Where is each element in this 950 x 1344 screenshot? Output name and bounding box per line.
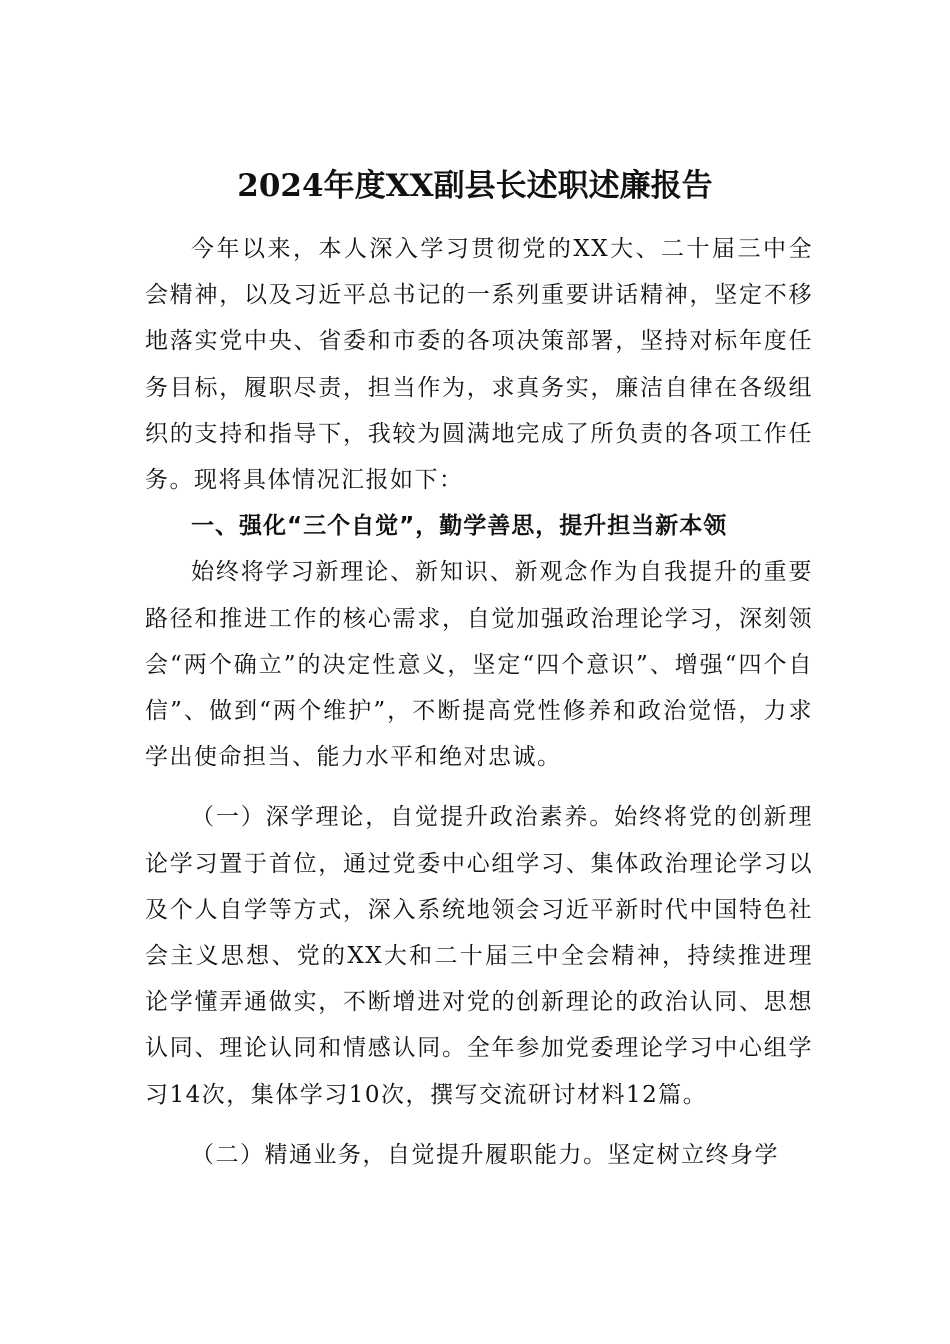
intro-paragraph: 今年以来，本人深入学习贯彻党的XX大、二十届三中全会精神，以及习近平总书记的一系列重要讲话精神，坚定不移地落实党中央、省委和市委的各项决策部署，坚持对标年度任务目标，履职尽责，担当作为，求真务实，廉洁自律在各级组织的支持和指导下，我较为圆满地完成了所负责的各项工作任务。现将具体情况汇报如下： xyxy=(145,236,813,494)
subsection-1-text: 始终将党的创新理论学习置于首位，通过党委中心组学习、集体政治理论学习以及个人自学等方式，深入系统地领会习近平新时代中国特色社会主义思想、党的XX大和二十届三中全会精神，持续推进理论学懂弄通做实，不断增进对党的创新理论的政治认同、思想认同、理论认同和情感认同。全年参加党委理论学习中心组学习14次，集体学习10次，撰写交流研讨材料12篇。 xyxy=(145,804,814,1108)
document-title: 2024年度XX副县长述职述廉报告 xyxy=(237,168,713,204)
section-heading-1: 一、强化“三个自觉”，勤学善思，提升担当新本领 xyxy=(191,513,728,540)
document-body xyxy=(145,226,813,1178)
subsection-2-text: 坚定树立终身学 xyxy=(607,1141,779,1168)
subsection-1-title: （一）深学理论，自觉提升政治素养。 xyxy=(191,804,615,831)
subsection-2-paragraph xyxy=(145,1132,813,1178)
subsection-2-title: （二）精通业务，自觉提升履职能力。 xyxy=(191,1141,608,1168)
subsection-1-paragraph xyxy=(145,794,813,1117)
section-1-paragraph: 始终将学习新理论、新知识、新观念作为自我提升的重要路径和推进工作的核心需求，自觉加强政治理论学习，深刻领会“两个确立”的决定性意义，坚定“四个意识”、增强“四个自信”、做到“两个维护”，不断提高党性修养和政治觉悟，力求学出使命担当、能力水平和绝对忠诚。 xyxy=(145,559,813,771)
